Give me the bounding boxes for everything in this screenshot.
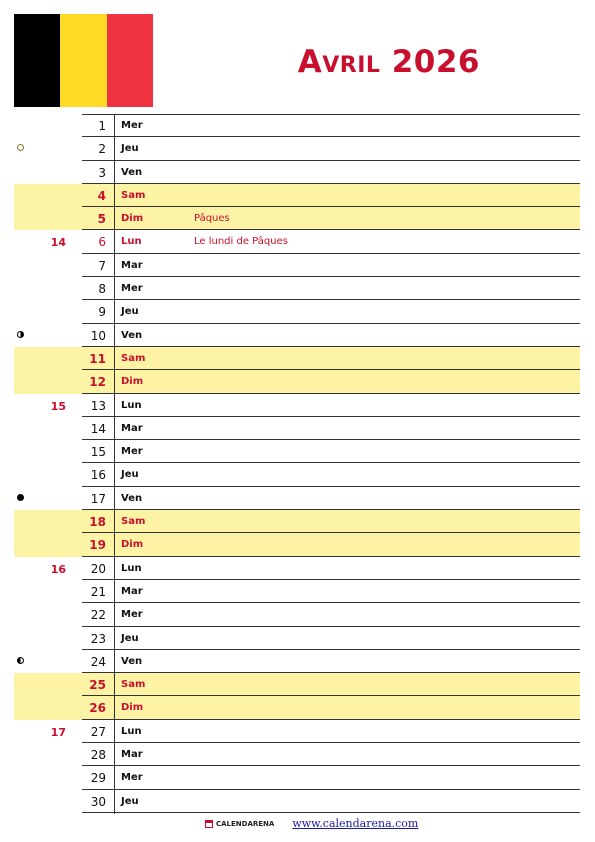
weekday: Ven bbox=[121, 329, 143, 341]
day-row bbox=[0, 766, 595, 789]
flag-stripe-yellow bbox=[60, 14, 106, 107]
weekday: Jeu bbox=[121, 469, 139, 481]
row-rule bbox=[82, 812, 580, 813]
brand bbox=[205, 820, 274, 828]
new-moon-icon bbox=[17, 144, 24, 151]
full-moon-icon bbox=[17, 494, 24, 501]
weekday: Mer bbox=[121, 772, 143, 784]
day-number: 7 bbox=[98, 258, 106, 273]
day-number: 28 bbox=[90, 748, 106, 763]
day-row bbox=[0, 627, 595, 650]
day-row bbox=[0, 533, 595, 556]
day-row bbox=[0, 557, 595, 580]
week-number: 15 bbox=[50, 399, 66, 413]
week-number: 16 bbox=[50, 562, 66, 576]
day-row bbox=[0, 487, 595, 510]
flag-stripe-black bbox=[14, 14, 60, 107]
day-row bbox=[0, 184, 595, 207]
footer bbox=[205, 817, 418, 830]
day-number: 16 bbox=[90, 468, 106, 483]
day-number: 12 bbox=[89, 375, 106, 390]
day-row bbox=[0, 673, 595, 696]
weekday: Mer bbox=[121, 283, 143, 295]
day-row bbox=[0, 300, 595, 323]
day-row bbox=[0, 580, 595, 603]
day-row bbox=[0, 394, 595, 417]
day-row bbox=[0, 603, 595, 626]
day-row bbox=[0, 720, 595, 743]
event-label: Pâques bbox=[194, 213, 230, 225]
day-row bbox=[0, 743, 595, 766]
brand-name: CALENDARENA bbox=[216, 819, 275, 828]
last-moon-icon bbox=[17, 657, 24, 664]
day-number: 23 bbox=[90, 631, 106, 646]
day-number: 30 bbox=[90, 794, 106, 809]
day-number: 5 bbox=[97, 212, 106, 227]
day-number: 27 bbox=[90, 724, 106, 739]
day-row bbox=[0, 370, 595, 393]
day-number: 3 bbox=[98, 165, 106, 180]
weekday: Jeu bbox=[121, 143, 139, 155]
day-number: 24 bbox=[90, 654, 106, 669]
day-number: 22 bbox=[90, 608, 106, 623]
day-number: 1 bbox=[98, 119, 106, 133]
weekday: Ven bbox=[121, 655, 143, 667]
weekday: Mar bbox=[121, 422, 143, 434]
day-number: 8 bbox=[98, 282, 106, 297]
weekday: Dim bbox=[121, 213, 144, 225]
week-number: 17 bbox=[50, 725, 66, 739]
weekday: Sam bbox=[121, 352, 146, 364]
weekday: Dim bbox=[121, 702, 144, 714]
weekday: Mar bbox=[121, 749, 143, 761]
day-row bbox=[0, 463, 595, 486]
day-row bbox=[0, 417, 595, 440]
day-row bbox=[0, 650, 595, 673]
weekday: Jeu bbox=[121, 795, 139, 807]
weekday: Mer bbox=[121, 120, 143, 131]
first-moon-icon bbox=[17, 331, 24, 338]
weekday: Mar bbox=[121, 259, 143, 271]
day-row bbox=[0, 696, 595, 719]
weekday: Lun bbox=[121, 399, 142, 411]
flag-stripe-red bbox=[107, 14, 153, 107]
day-number: 15 bbox=[90, 445, 106, 460]
day-row bbox=[0, 230, 595, 253]
day-number: 6 bbox=[98, 235, 106, 250]
weekday: Sam bbox=[121, 189, 146, 201]
weekday: Sam bbox=[121, 679, 146, 691]
event-label: Le lundi de Pâques bbox=[194, 236, 288, 248]
weekday: Mer bbox=[121, 446, 143, 458]
day-row bbox=[0, 114, 595, 137]
day-row bbox=[0, 161, 595, 184]
day-number: 19 bbox=[89, 538, 106, 553]
day-row bbox=[0, 510, 595, 533]
website-link[interactable]: www.calendarena.com bbox=[292, 817, 419, 830]
weekday: Jeu bbox=[121, 632, 139, 644]
day-row bbox=[0, 137, 595, 160]
calendar-rows bbox=[0, 114, 595, 813]
weekday: Lun bbox=[121, 725, 142, 737]
day-number: 25 bbox=[89, 678, 106, 693]
day-number: 2 bbox=[98, 142, 106, 157]
week-number: 14 bbox=[50, 236, 66, 250]
day-number: 4 bbox=[97, 188, 106, 203]
weekday: Lun bbox=[121, 236, 142, 248]
day-row bbox=[0, 790, 595, 813]
day-number: 26 bbox=[89, 701, 106, 716]
weekday: Mer bbox=[121, 609, 143, 621]
belgian-flag bbox=[14, 14, 153, 107]
day-row bbox=[0, 440, 595, 463]
weekday: Dim bbox=[121, 539, 144, 551]
weekday: Jeu bbox=[121, 306, 139, 318]
weekday: Mar bbox=[121, 585, 143, 597]
weekday: Lun bbox=[121, 562, 142, 574]
day-number: 21 bbox=[90, 584, 106, 599]
weekday: Sam bbox=[121, 516, 146, 528]
day-row bbox=[0, 207, 595, 230]
day-number: 29 bbox=[90, 771, 106, 786]
day-number: 17 bbox=[90, 491, 106, 506]
day-row bbox=[0, 347, 595, 370]
day-number: 18 bbox=[89, 515, 106, 530]
day-number: 14 bbox=[90, 421, 106, 436]
weekday: Dim bbox=[121, 376, 144, 388]
day-number: 9 bbox=[98, 305, 106, 320]
weekday: Ven bbox=[121, 166, 143, 178]
day-number: 11 bbox=[89, 351, 106, 366]
page-title: Avril 2026 bbox=[297, 44, 480, 80]
day-row bbox=[0, 324, 595, 347]
column-divider bbox=[114, 114, 115, 814]
day-row bbox=[0, 254, 595, 277]
day-number: 13 bbox=[90, 398, 106, 413]
weekday: Ven bbox=[121, 492, 143, 504]
day-number: 20 bbox=[90, 561, 106, 576]
calendar-icon bbox=[205, 820, 213, 828]
day-number: 10 bbox=[90, 328, 106, 343]
day-row bbox=[0, 277, 595, 300]
